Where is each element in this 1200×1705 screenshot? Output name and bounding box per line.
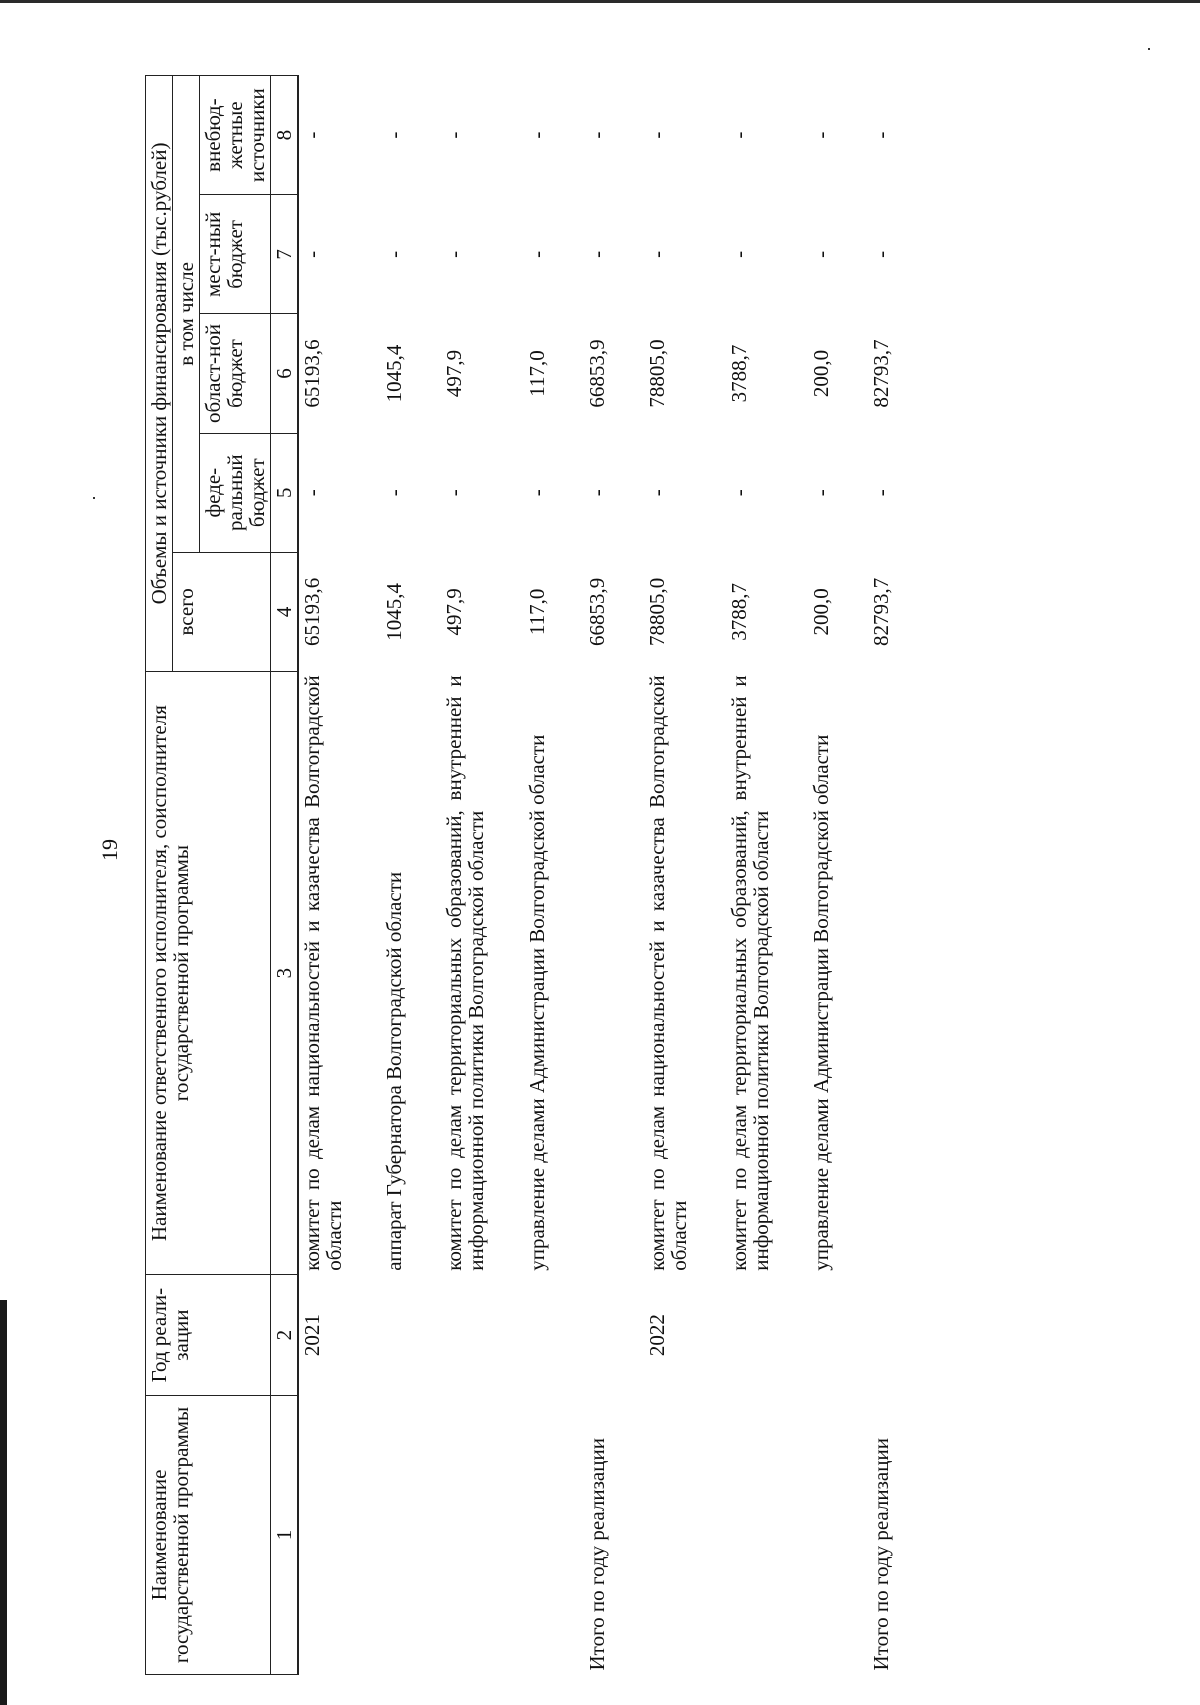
- row-total: 497,9: [442, 588, 467, 636]
- row-extra: -: [868, 131, 893, 139]
- row-program-name: Итого по году реализации: [584, 1438, 609, 1671]
- row-local: -: [382, 250, 407, 258]
- row-year: 2021: [300, 1314, 325, 1357]
- header-federal: феде-ральный бюджет: [200, 433, 271, 552]
- row-regional: 497,9: [442, 349, 467, 398]
- table-row: [298, 76, 347, 1675]
- table-row: [524, 76, 550, 1675]
- row-year: [441, 1275, 489, 1396]
- row-program-name: [524, 1395, 550, 1674]
- row-federal: -: [644, 489, 669, 497]
- row-federal: -: [868, 489, 893, 497]
- row-federal: -: [808, 489, 833, 497]
- table-row: [726, 76, 774, 1675]
- row-executor: комитет по делам территориальных образований, внутренней и информационной политики Волгоградской области: [442, 675, 489, 1271]
- row-year: [726, 1275, 774, 1396]
- col-number: 6: [271, 314, 299, 433]
- header-funding: Объемы и источники финансирования (тыс.рублей): [146, 76, 173, 672]
- row-federal: -: [524, 489, 549, 497]
- row-regional: 200,0: [808, 349, 833, 398]
- row-year: [524, 1275, 550, 1396]
- row-extra: -: [524, 131, 549, 139]
- rotated-page: [145, 75, 1055, 1675]
- row-total: 117,0: [524, 588, 549, 636]
- row-regional: 82793,7: [868, 339, 893, 408]
- row-local: -: [808, 250, 833, 258]
- scan-edge-top: [0, 0, 1200, 3]
- col-number: 2: [271, 1275, 299, 1396]
- row-total: 82793,7: [868, 577, 893, 646]
- row-executor: управление делами Администрации Волгоградской области: [808, 734, 833, 1271]
- row-executor: комитет по делам национальностей и казачества Волгоградской области: [644, 675, 691, 1271]
- row-local: -: [584, 250, 609, 258]
- col-number: 1: [271, 1395, 299, 1674]
- page-number: 19: [97, 839, 122, 861]
- header-year: Год реали-зации: [146, 1275, 271, 1396]
- row-executor: комитет по делам территориальных образований, внутренней и информационной политики Волгоградской области: [726, 675, 773, 1271]
- col-number: 4: [271, 552, 299, 671]
- row-federal: -: [584, 489, 609, 497]
- row-extra: -: [382, 131, 407, 139]
- row-regional: 1045,4: [382, 344, 407, 403]
- row-local: -: [644, 250, 669, 258]
- row-year: [808, 1275, 834, 1396]
- header-local: мест-ный бюджет: [200, 195, 271, 314]
- row-federal: -: [382, 489, 407, 497]
- row-extra: -: [584, 131, 609, 139]
- row-local: -: [726, 250, 751, 258]
- col-number: 7: [271, 195, 299, 314]
- row-federal: -: [726, 489, 751, 497]
- row-extra: -: [300, 131, 325, 139]
- header-including: в том числе: [173, 76, 200, 553]
- row-year: [381, 1275, 407, 1396]
- row-extra: -: [644, 131, 669, 139]
- row-local: -: [300, 250, 325, 258]
- row-total: 78805,0: [644, 577, 669, 646]
- row-program-name: [298, 1395, 347, 1674]
- row-program-name: [644, 1395, 692, 1674]
- row-total: 1045,4: [382, 582, 407, 641]
- row-year: [584, 1275, 610, 1396]
- row-local: -: [524, 250, 549, 258]
- row-extra: -: [808, 131, 833, 139]
- scan-dust-dot: [1148, 48, 1150, 50]
- row-total: 65193,6: [300, 577, 325, 646]
- scan-edge-left: [0, 1300, 7, 1705]
- row-local: -: [442, 250, 467, 258]
- row-local: -: [868, 250, 893, 258]
- table-row: [381, 76, 407, 1675]
- row-federal: -: [300, 489, 325, 497]
- header-executor: Наименование ответственного исполнителя, соисполнителя государственной программы: [146, 671, 271, 1274]
- row-year: [868, 1275, 894, 1396]
- row-executor: комитет по делам национальностей и казачества Волгоградской области: [300, 675, 347, 1271]
- row-executor: [868, 671, 894, 1274]
- row-regional: 3788,7: [726, 344, 751, 403]
- row-executor: аппарат Губернатора Волгоградской области: [382, 871, 407, 1271]
- row-executor: управление делами Администрации Волгоградской области: [524, 734, 549, 1271]
- row-program-name: [726, 1395, 774, 1674]
- row-program-name: Итого по году реализации: [868, 1438, 893, 1671]
- row-executor: [584, 671, 610, 1274]
- row-total: 200,0: [808, 588, 833, 636]
- table-header: [146, 76, 299, 1675]
- col-number: 8: [271, 76, 299, 195]
- row-regional: 117,0: [524, 350, 549, 397]
- row-federal: -: [442, 489, 467, 497]
- scan-dust-dot: [93, 497, 95, 499]
- row-program-name: [441, 1395, 489, 1674]
- row-year: 2022: [644, 1314, 669, 1357]
- table-body: [298, 76, 894, 1675]
- table-row: [644, 76, 692, 1675]
- col-number: 5: [271, 433, 299, 552]
- table-row: [441, 76, 489, 1675]
- row-total: 3788,7: [726, 582, 751, 641]
- row-regional: 66853,9: [584, 339, 609, 408]
- table-row: [808, 76, 834, 1675]
- table-row-total: [584, 76, 610, 1675]
- table-row-total: [868, 76, 894, 1675]
- row-extra: -: [726, 131, 751, 139]
- header-program-name: Наименование государственной программы: [146, 1395, 271, 1674]
- row-program-name: [808, 1395, 834, 1674]
- header-extra: внебюд-жетные источники: [200, 76, 271, 195]
- row-extra: -: [442, 131, 467, 139]
- row-total: 66853,9: [584, 577, 609, 646]
- row-regional: 65193,6: [300, 339, 325, 408]
- header-regional: област-ной бюджет: [200, 314, 271, 433]
- col-number: 3: [271, 671, 299, 1274]
- row-regional: 78805,0: [644, 339, 669, 408]
- row-program-name: [381, 1395, 407, 1674]
- funding-table: [145, 75, 894, 1675]
- header-total: всего: [173, 552, 271, 671]
